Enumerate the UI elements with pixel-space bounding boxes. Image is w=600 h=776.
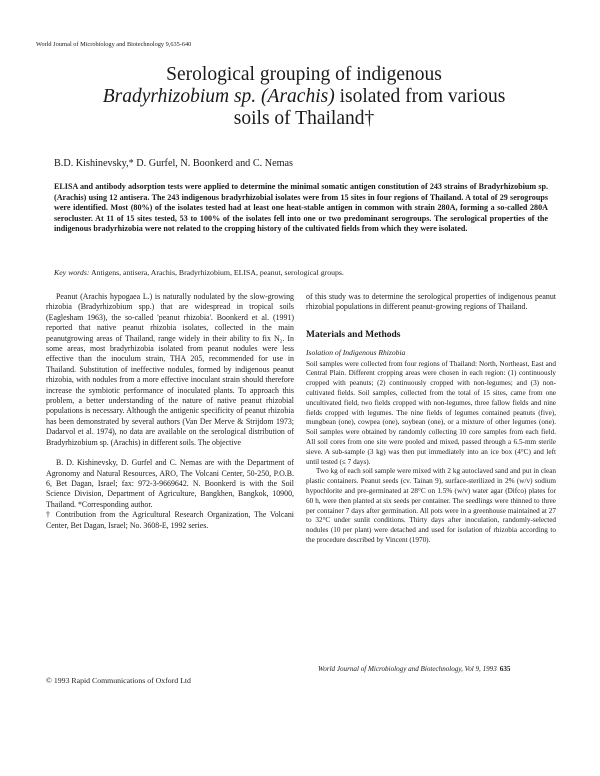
copyright-notice: © 1993 Rapid Communications of Oxford Ltd (46, 676, 191, 685)
introduction-continued: of this study was to determine the serological properties of indigenous peanut rhizobial populations in different peanut-growing regions of Thailand. (306, 292, 556, 312)
author-affiliation: B. D. Kishinevsky, D. Gurfel and C. Nemas are with the Department of Agronomy and Natural Resources, ARO, The Volcani Center, 50-250, P.O.B. 6, Bet Dagan, Israel; fax: 972-3-9669642. N. Boonkerd is with the Soil Science Division, Department of Agriculture, Bangkhen, Bangkok, 10900, Thailand. *Corresponding author. (46, 458, 294, 509)
keywords (54, 268, 554, 277)
title-line-3: soils of Thailand† (233, 108, 375, 129)
footer-journal: World Journal of Microbiology and Biotechnology, Vol 9, 1993 (318, 665, 497, 673)
methods-paragraph-2: Two kg of each soil sample were mixed with 2 kg autoclaved sand and put in clean plastic containers. Peanut seeds (cv. Tainan 9), surface-sterilized in 2% (w/v) sodium hypochlorite and pre-germinated at 28°C on 1.5% (w/v) water agar (Difco) plates for 60 h, were then planted at six seeds per container. The seedlings were thinned to three per container 7 days after germination. All pots were in a greenhouse maintained at 27 to 32°C under sunlit conditions. Thirty days after inoculation, randomly-selected nodules (10 per plant) were detached and used for isolation of rhizobia according to the procedure described by Vincent (1970). (306, 467, 556, 544)
title-organism: Bradyrhizobium sp. (Arachis) (102, 86, 335, 107)
title-line-1: Serological grouping of indigenous (166, 64, 442, 85)
subsection-heading: Isolation of Indigenous Rhizobia (306, 348, 406, 358)
journal-header: World Journal of Microbiology and Biotechnology 9,635-640 (36, 41, 192, 48)
authors: B.D. Kishinevsky,* D. Gurfel, N. Boonkerd and C. Nemas (54, 158, 293, 169)
title-line-2 (54, 86, 554, 108)
abstract: ELISA and antibody adsorption tests were applied to determine the minimal somatic antigen constitution of 243 strains of Bradyrhizobium sp. (Arachis) using 12 antisera. The 243 indigenous bradyrhizobial isolates were from 15 sites in four regions of Thailand. A total of 29 serogroups were identified. Most (80%) of the isolates tested had at least one heat-stable antigen in common with strain 280A, forming a so-called 280A serocluster. At 11 of 15 sites tested, 53 to 100% of the isolates fell into one or two predominant serogroups. The serological properties of the indigenous bradyrhizobia were not related to the cropping history of the cultivated fields from which they were isolated. (54, 182, 548, 234)
page-footer (318, 665, 510, 673)
introduction-paragraph: Peanut (Arachis hypogaea L.) is naturally nodulated by the slow-growing rhizobia (Bradyrhizobium spp.) that are widespread in tropical soils (Eaglesham 1963), the so-called 'peanut rhizobia'. Boonkerd et al. (1991) reported that native peanut rhizobia isolates, collected in the main peanutgrowing areas of Thailand, range widely in their ability to fix N₂. In some areas, most bradyrhizobia isolated from peanut nodules were less effective than the inoculum strain, THA 205, recommended for use in Thailand. Substitution of ineffective nodules, formed by indigenous peanut rhizobia, with nodules from a more effective inoculant strain should therefore increase the symbiotic performance of inoculated plants. To approach this problem, a better understanding of the nature of native peanut rhizobial populations is necessary. Although the antigenic specificity of peanut rhizobia has been demonstrated by several authors (Van Der Merve & Strijdom 1973; Dadarvol et al. 1974), no data are available on the serological distribution of Bradyrhizobium sp. (Arachis) in different soils. The objective (46, 292, 294, 447)
keywords-label: Key words: (54, 268, 90, 277)
contribution-note: † Contribution from the Agricultural Research Organization, The Volcani Center, Bet Dagan, Israel; No. 3608-E, 1992 series. (46, 510, 294, 530)
methods-paragraph-1: Soil samples were collected from four regions of Thailand: North, Northeast, East and Central Plain. Different cropping areas were chosen in each region: (1) continuously cropped with peanuts; (2) continuously cropped with non-legumes; and (3) non-cultivated fields. Soil samples, collected from the total of 15 sites, came from one uncultivated field, two fields cropped with non-legumes, three fallow fields and nine fields cropped with legumes. The nine fields of legumes contained peanuts (five), mungbean (one), cowpea (one), soybean (one), or a mixture of other legumes (one). Soil samples were obtained by randomly collecting 10 core samples from each field. All soil cores from one site were pooled and mixed, passed through a 6.5-mm sterile sieve. A sub-sample (3 kg) was then put immediately into an ice box (4°C) and left until tested (≤ 7 days). (306, 359, 556, 466)
section-heading: Materials and Methods (306, 329, 401, 340)
keywords-text: Antigens, antisera, Arachis, Bradyrhizobium, ELISA, peanut, serological groups. (89, 268, 344, 277)
left-column (46, 292, 294, 531)
page-number: 635 (499, 665, 511, 673)
title-line-2-rest: isolated from various (334, 86, 506, 107)
right-column (306, 292, 556, 546)
paper-title (54, 64, 554, 130)
